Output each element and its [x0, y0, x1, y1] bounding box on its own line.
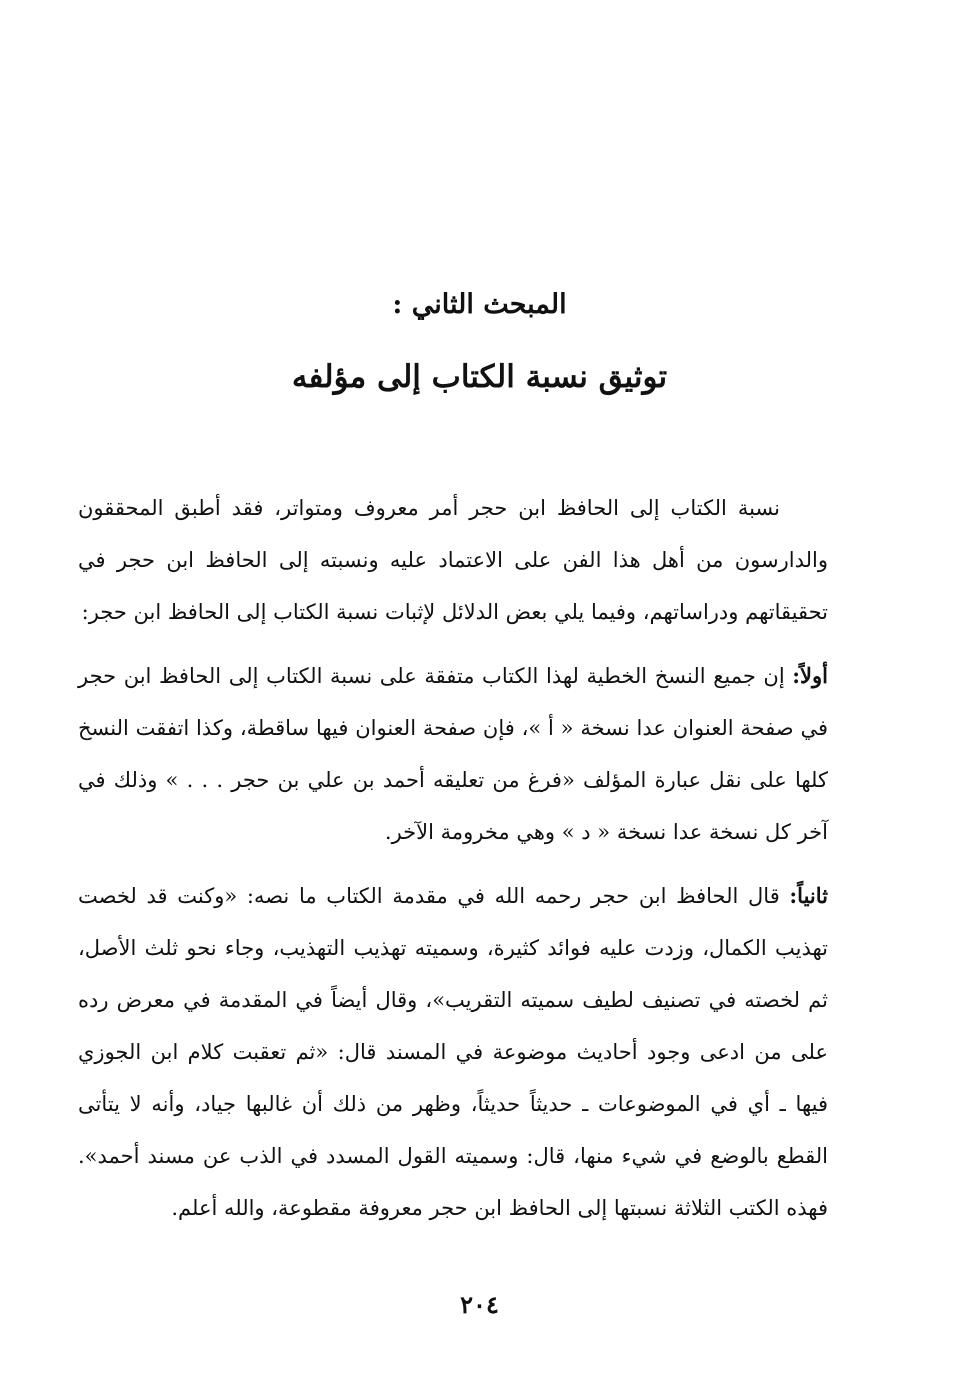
section-title: توثيق نسبة الكتاب إلى مؤلفه — [291, 359, 668, 395]
intro-paragraph: نسبة الكتاب إلى الحافظ ابن حجر أمر معروف ومتواتر، فقد أطبق المحققون والدارسون من أهل هذا الفن على الاعتماد عليه ونسبته إلى الحافظ ابن حجر في تحقيقاتهم ودراساتهم، وفيما يلي بعض الدلائل لإثبات نسبة الكتاب إلى الحافظ ابن حجر: — [78, 496, 828, 624]
section-label: المبحث الثاني : — [392, 289, 567, 320]
second-evidence-lead: ثانياً: — [789, 883, 828, 908]
first-evidence-paragraph — [78, 650, 828, 858]
first-evidence-text: إن جميع النسخ الخطية لهذا الكتاب متفقة على نسبة الكتاب إلى الحافظ ابن حجر في صفحة العنوان عدا نسخة « أ »، فإن صفحة العنوان فيها ساقطة، وكذا اتفقت النسخ كلها على نقل عبارة المؤلف «فرغ من تعليقه أحمد بن علي بن حجر . . . » وذلك في آخر كل نسخة عدا نسخة « د » وهي مخرومة الآخر. — [78, 664, 828, 844]
second-evidence-paragraph — [78, 870, 828, 1234]
second-evidence-text: قال الحافظ ابن حجر رحمه الله في مقدمة الكتاب ما نصه: «وكنت قد لخصت تهذيب الكمال، وزدت عليه فوائد كثيرة، وسميته تهذيب التهذيب، وجاء نحو ثلث الأصل، ثم لخصته في تصنيف لطيف سميته التقريب»، وقال أيضاً في المقدمة في معرض رده على من ادعى وجود أحاديث موضوعة في المسند قال: «ثم تعقبت كلام ابن الجوزي فيها ـ أي في الموضوعات ـ حديثاً حديثاً، وظهر من ذلك أن غالبها جياد، وأنه لا يتأتى القطع بالوضع في شيء منها، قال: وسميته القول المسدد في الذب عن مسند أحمد». فهذه الكتب الثلاثة نسبتها إلى الحافظ ابن حجر معروفة مقطوعة، والله أعلم. — [78, 884, 828, 1220]
page-number: ٢٠٤ — [460, 1290, 499, 1319]
first-evidence-lead: أولاً: — [792, 663, 828, 688]
body-text — [78, 482, 828, 1246]
